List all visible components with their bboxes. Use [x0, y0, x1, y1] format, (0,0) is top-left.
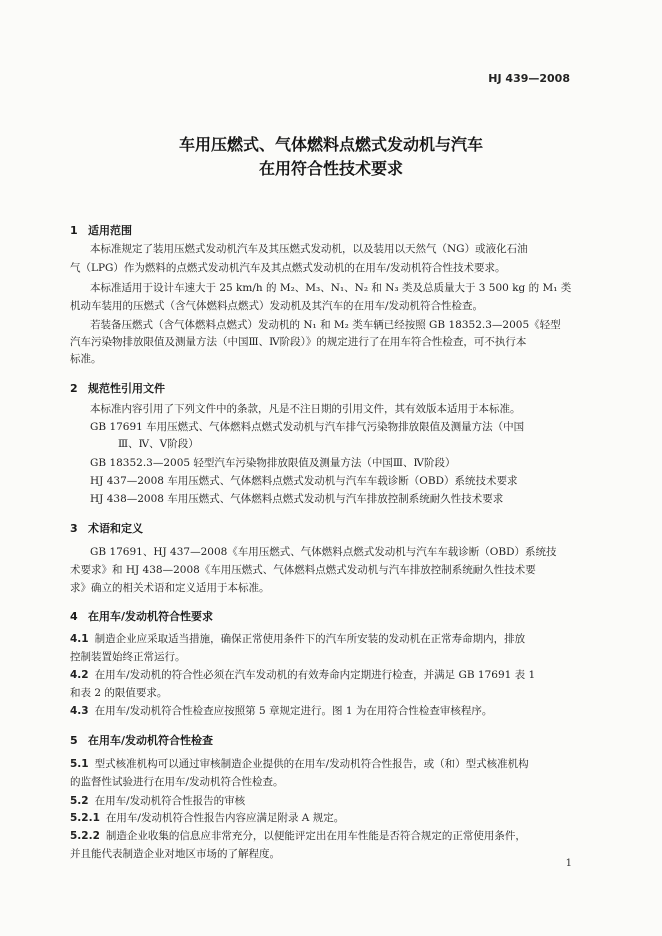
clause-5-1 — [70, 757, 529, 771]
paragraph-line: 本标准内容引用了下列文件中的条款，凡是不注日期的引用文件，其有效版本适用于本标准。 — [90, 403, 521, 415]
clause-4-3-number: 4.3 — [70, 705, 89, 717]
section-5-heading — [70, 732, 213, 748]
clause-4-1-number: 4.1 — [70, 633, 89, 645]
clause-4-2 — [70, 668, 535, 682]
standard-number: HJ 439—2008 — [488, 72, 570, 85]
paragraph-line: 标准。 — [70, 353, 102, 365]
document-title-line2: 在用符合性技术要求 — [258, 159, 403, 178]
section-1-number: 1 — [70, 224, 78, 237]
paragraph-line: 控制装置始终正常运行。 — [70, 651, 186, 663]
clause-text: 型式核准机构可以通过审核制造企业提供的在用车/发动机符合性报告，或（和）型式核准机构 — [94, 758, 529, 770]
clause-4-2-number: 4.2 — [70, 669, 89, 681]
paragraph-line: 求》确立的相关术语和定义适用于本标准。 — [70, 582, 270, 594]
paragraph-line: 气（LPG）作为燃料的点燃式发动机汽车及其点燃式发动机的在用车/发动机符合性技术要求。 — [70, 262, 506, 274]
clause-text: 在用车/发动机符合性报告的审核 — [94, 795, 246, 807]
clause-5-2-2 — [70, 829, 526, 843]
section-3-number: 3 — [70, 522, 78, 535]
paragraph-line: 的监督性试验进行在用车/发动机符合性检查。 — [70, 776, 284, 788]
clause-4-1 — [70, 632, 525, 646]
paragraph-line: 本标准规定了装用压燃式发动机汽车及其压燃式发动机，以及装用以天然气（NG）或液化石油 — [90, 243, 528, 255]
page-number: 1 — [565, 858, 572, 869]
paragraph-line: 和表 2 的限值要求。 — [70, 687, 168, 699]
document-title-line1: 车用压燃式、气体燃料点燃式发动机与汽车 — [178, 135, 483, 154]
section-3-heading — [70, 520, 143, 536]
paragraph-line: 汽车污染物排放限值及测量方法（中国Ⅲ、Ⅳ阶段）》的规定进行了在用车符合性检查，可不执行本 — [70, 336, 527, 348]
clause-4-3 — [70, 704, 492, 718]
section-2-title: 规范性引用文件 — [88, 382, 165, 395]
clause-5-2 — [70, 793, 245, 808]
paragraph-line: 本标准适用于设计车速大于 25 km/h 的 M₂、M₃、N₁、N₂ 和 N₃ 类及总质量大于 3 500 kg 的 M₁ 类 — [90, 282, 572, 294]
paragraph-line: 并且能代表制造企业对地区市场的了解程度。 — [70, 848, 280, 860]
reference-gb18352: GB 18352.3—2005 轻型汽车污染物排放限值及测量方法（中国Ⅲ、Ⅳ阶段） — [90, 457, 456, 469]
section-2-number: 2 — [70, 382, 78, 395]
clause-text: 在用车/发动机符合性报告内容应满足附录 A 规定。 — [105, 812, 345, 824]
section-2-heading — [70, 380, 165, 396]
section-1-title: 适用范围 — [88, 224, 132, 237]
clause-text: 在用车/发动机符合性检查应按照第 5 章规定进行。图 1 为在用符合性检查审核程序。 — [94, 705, 493, 717]
reference-gb17691: GB 17691 车用压燃式、气体燃料点燃式发动机与汽车排气污染物排放限值及测量方法（中国 — [90, 421, 525, 433]
section-4-heading — [70, 608, 213, 624]
clause-5-1-number: 5.1 — [70, 758, 89, 770]
clause-text: 在用车/发动机的符合性必须在汽车发动机的有效寿命内定期进行检查，并满足 GB 17691 表 1 — [94, 669, 536, 681]
clause-5-2-2-number: 5.2.2 — [70, 830, 100, 842]
section-5-title: 在用车/发动机符合性检查 — [88, 734, 214, 747]
section-4-title: 在用车/发动机符合性要求 — [88, 610, 214, 623]
section-4-number: 4 — [70, 610, 78, 623]
clause-5-2-1-number: 5.2.1 — [70, 812, 100, 824]
paragraph-line: 术要求》和 HJ 438—2008《车用压燃式、气体燃料点燃式发动机与汽车排放控制系统耐久性技术要 — [70, 564, 536, 576]
section-5-number: 5 — [70, 734, 78, 747]
paragraph-line: 若装备压燃式（含气体燃料点燃式）发动机的 N₁ 和 M₂ 类车辆已经按照 GB 18352.3—2005《轻型 — [90, 319, 561, 331]
clause-5-2-1 — [70, 811, 344, 825]
section-1-heading — [70, 222, 132, 238]
reference-hj438: HJ 438—2008 车用压燃式、气体燃料点燃式发动机与汽车排放控制系统耐久性技术要求 — [90, 493, 504, 505]
paragraph-line: Ⅲ、Ⅳ、Ⅴ阶段） — [118, 438, 199, 450]
clause-5-2-number: 5.2 — [70, 795, 89, 807]
paragraph-line: GB 17691、HJ 437—2008《车用压燃式、气体燃料点燃式发动机与汽车车载诊断（OBD）系统技 — [90, 546, 557, 558]
clause-text: 制造企业收集的信息应非常充分，以便能评定出在用车性能是否符合规定的正常使用条件， — [105, 830, 526, 842]
clause-text: 制造企业应采取适当措施，确保正常使用条件下的汽车所安装的发动机在正常寿命期内，排放 — [94, 633, 526, 645]
section-3-title: 术语和定义 — [88, 522, 143, 535]
reference-hj437: HJ 437—2008 车用压燃式、气体燃料点燃式发动机与汽车车载诊断（OBD）系统技术要求 — [90, 475, 518, 487]
paragraph-line: 机动车装用的压燃式（含气体燃料点燃式）发动机及其汽车的在用车/发动机符合性检查。 — [70, 300, 484, 312]
